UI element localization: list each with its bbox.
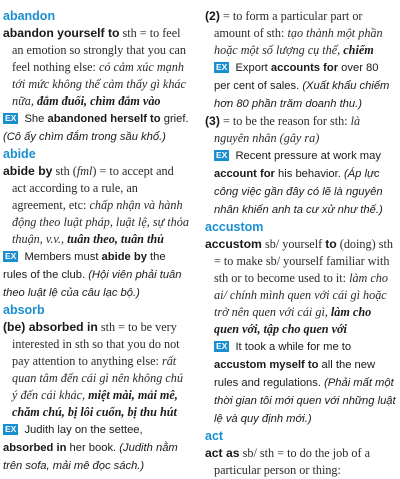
entry-term: (be) absorbed in xyxy=(3,320,98,334)
entry-act-as xyxy=(205,445,397,479)
entry-term: accustom xyxy=(205,237,262,251)
entry-gloss: là nguyên nhân (gây ra) xyxy=(214,114,361,145)
entry-definition: (doing) sth = to make sb/ yourself familiar with sth or to become used to it: xyxy=(214,237,393,285)
headword-abide: abide xyxy=(3,147,36,161)
example-translation: (Xuất khẩu chiếm hơn 80 phần trăm doanh thu.) xyxy=(214,80,390,110)
entry-term: abandon yourself to xyxy=(3,26,120,40)
example-text: his behavior. xyxy=(274,168,344,180)
entry-gloss: rất quan tâm đến cái gì nên không chú ý đến cái khác, xyxy=(12,354,183,402)
example-text: all the new rules and regulations. xyxy=(214,359,376,389)
entry-account-for-sense-3 xyxy=(205,113,397,147)
entry-accustom-to xyxy=(205,236,397,338)
entry-term: abide by xyxy=(3,164,53,178)
sense-number: (3) xyxy=(205,114,220,128)
example-text: She xyxy=(21,113,48,125)
example-highlight: abide by xyxy=(101,251,147,263)
entry-absorbed-in xyxy=(3,319,189,421)
example-highlight: abandoned herself to xyxy=(47,113,161,125)
example-highlight: account for xyxy=(214,168,275,180)
entry-abandon-yourself-to xyxy=(3,25,189,110)
headword-act: act xyxy=(205,429,224,443)
entry-gloss: có cảm xúc mạnh tới mức không thể cảm thấy gì khác nữa, xyxy=(12,60,186,108)
entry-definition: sth ( xyxy=(52,164,77,178)
headword-accustom: accustom xyxy=(205,220,264,234)
right-column xyxy=(205,8,397,479)
example-badge: EX xyxy=(216,341,228,351)
example-badge: EX xyxy=(5,113,17,123)
entry-gloss: chấp nhận và hành động theo luật pháp, luật lệ, sự thỏa thuận, v.v., xyxy=(12,198,189,246)
example-text: Export xyxy=(232,62,271,74)
entry-gloss-bold: tuân theo, tuân thủ xyxy=(67,232,164,246)
entry-definition: sb/ sth = to do the job of a particular person or thing: xyxy=(214,446,370,477)
entry-definition: sth = to feel an emotion so strongly that you can feel nothing else: xyxy=(12,26,186,74)
example-abandon xyxy=(3,110,189,146)
example-translation: (Judith nằm trên sofa, mải mê đọc sách.) xyxy=(3,442,178,472)
example-badge: EX xyxy=(216,62,228,72)
entry-definition: sb/ yourself xyxy=(261,237,326,251)
entry-gloss-bold: miệt mài, mải mê, chăm chú, bị lôi cuốn, bị thu hút xyxy=(12,388,178,419)
entry-definition: = to be the reason for sth: xyxy=(219,114,351,128)
example-highlight: accustom myself to xyxy=(214,359,319,371)
example-translation: (Phải mất một thời gian tôi mới quen với những luật lệ và quy định mới.) xyxy=(214,377,396,425)
entry-gloss-bold: chiếm xyxy=(343,43,374,57)
entry-account-for-sense-2 xyxy=(205,8,397,59)
entry-gloss: tạo thành một phần hoặc một số lượng cụ thể, xyxy=(214,26,383,57)
entry-gloss-bold: làm cho quen với, tập cho quen với xyxy=(214,305,372,336)
entry-term: act as xyxy=(205,446,240,460)
example-text: her book. xyxy=(66,442,120,454)
example-text: the rules of the club. xyxy=(3,251,166,281)
example-text: Judith lay on the settee, xyxy=(21,424,143,436)
example-highlight: absorbed in xyxy=(3,442,67,454)
example-account-for-3 xyxy=(205,147,397,219)
example-text: over 80 per cent of sales. xyxy=(214,62,379,92)
example-accustom xyxy=(205,338,397,428)
example-badge: EX xyxy=(5,424,17,434)
example-abide xyxy=(3,248,189,302)
example-highlight: accounts for xyxy=(270,62,339,74)
entry-gloss: làm cho ai/ chính mình quen với cái gì hoặc trở nên quen với cái gì, xyxy=(214,271,388,319)
example-translation: (Hội viên phải tuân theo luật lệ của câu lạc bộ.) xyxy=(3,269,182,299)
entry-definition: sth = to be very interested in sth so that you do not pay attention to anything else: xyxy=(12,320,180,368)
register-label: fml xyxy=(76,164,93,178)
example-translation: (Áp lực công việc gần đây có lẽ là nguyên nhân khiến anh ta cư xử như thế.) xyxy=(214,168,383,216)
headword-absorb: absorb xyxy=(3,303,45,317)
example-absorb xyxy=(3,421,189,475)
entry-gloss-bold: đắm đuối, chìm đắm vào xyxy=(36,94,161,108)
entry-abide-by xyxy=(3,163,189,248)
sense-number: (2) xyxy=(205,9,220,23)
headword-abandon: abandon xyxy=(3,9,56,23)
example-text: Recent pressure at work may xyxy=(232,150,381,162)
example-badge: EX xyxy=(5,251,17,261)
entry-term: to xyxy=(325,237,337,251)
example-account-for-2 xyxy=(205,59,397,113)
left-column xyxy=(3,8,189,475)
example-text: It took a while for me to xyxy=(232,341,352,353)
entry-definition: = to form a particular part or amount of sth: xyxy=(214,9,363,40)
example-text: grief. xyxy=(160,113,189,125)
example-badge: EX xyxy=(216,150,228,160)
example-text: Members must xyxy=(21,251,102,263)
example-translation: (Cô ấy chìm đắm trong sầu khổ.) xyxy=(3,131,166,143)
entry-definition: ) = to accept and act according to a rule, an agreement, etc: xyxy=(12,164,174,212)
